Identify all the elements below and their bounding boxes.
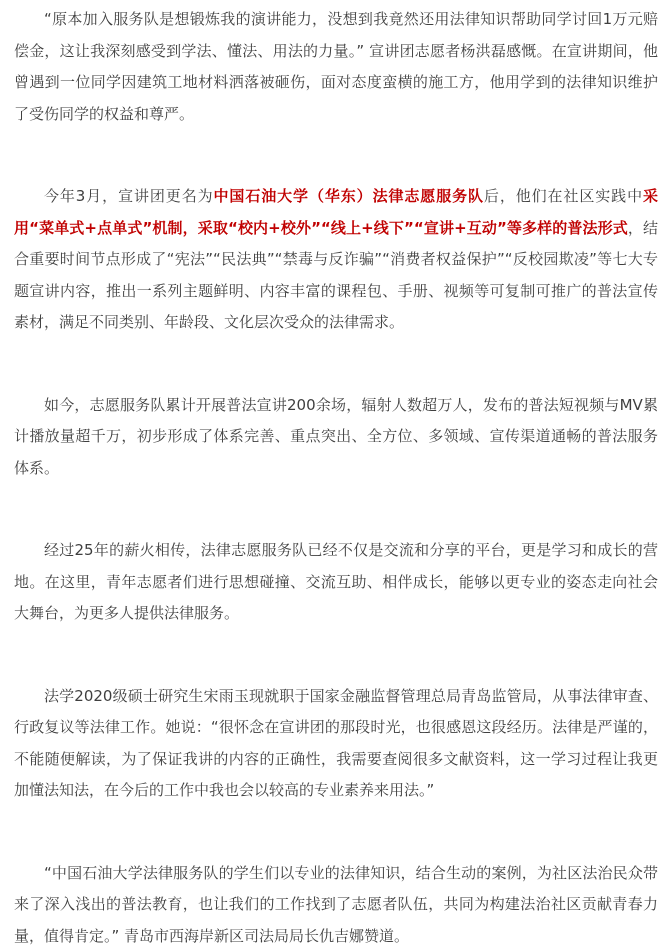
- paragraph-text: “中国石油大学法律服务队的学生们以专业的法律知识，结合生动的案例，为社区法治民众带来了深入浅出的普法教育，也让我们的工作找到了志愿者队伍，共同为构建法治社区贡献青春力量，值得肯定。” 青岛市西海岸新区司法局局长仇吉娜赞道。: [14, 864, 658, 945]
- paragraph-text: 如今，志愿服务队累计开展普法宣讲200余场，辐射人数超万人，发布的普法短视频与MV累计播放量超千万，初步形成了体系完善、重点突出、全方位、多领域、宣传渠道通畅的普法服务体系。: [14, 396, 658, 477]
- paragraph-alumni-quote: [14, 681, 658, 807]
- paragraph-text: 法学2020级硕士研究生宋雨玉现就职于国家金融监督管理总局青岛监管局，从事法律审查、行政复议等法律工作。她说：“很怀念在宣讲团的那段时光，也很感恩这段经历。法律是严谨的，不能随便解读，为了保证我讲的内容的正确性，我需要查阅很多文献资料，这一学习过程让我更加懂法知法，在今后的工作中我也会以较高的专业素养来用法。”: [14, 687, 658, 800]
- highlight-methods: 采用“菜单式+点单式”机制，采取“校内+校外”“线上+线下”“宣讲+互动”等多样的普法形式: [14, 187, 658, 237]
- paragraph-text: 经过25年的薪火相传，法律志愿服务队已经不仅是交流和分享的平台，更是学习和成长的营地。在这里，青年志愿者们进行思想碰撞、交流互助、相伴成长，能够以更专业的姿态走向社会大舞台，为更多人提供法律服务。: [14, 541, 658, 622]
- paragraph-text: 后，他们在社区实践中: [484, 187, 643, 205]
- paragraph-team-rename: [14, 181, 658, 339]
- paragraph-official-quote: [14, 858, 658, 952]
- paragraph-text: ，结合重要时间节点形成了“宪法”“民法典”“禁毒与反诈骗”“消费者权益保护”“反校园欺凌”等七大专题宣讲内容，推出一系列主题鲜明、内容丰富的课程包、手册、视频等可复制可推广的普法宣传素材，满足不同类别、年龄段、文化层次受众的法律需求。: [14, 219, 658, 332]
- paragraph-text: 今年3月，宣讲团更名为: [44, 187, 214, 205]
- paragraph-text: “原本加入服务队是想锻炼我的演讲能力，没想到我竟然还用法律知识帮助同学讨回1万元赔偿金，这让我深刻感受到学法、懂法、用法的力量。” 宣讲团志愿者杨洪磊感慨。在宣讲期间，他曾遇到一位同学因建筑工地材料洒落被砸伤，面对态度蛮横的施工方，他用学到的法律知识维护了受伤同学的权益和尊严。: [14, 10, 658, 123]
- paragraph-history: [14, 535, 658, 630]
- highlight-team-name: 中国石油大学（华东）法律志愿服务队: [214, 187, 484, 205]
- paragraph-achievements: [14, 390, 658, 485]
- paragraph-volunteer-quote: [14, 4, 658, 130]
